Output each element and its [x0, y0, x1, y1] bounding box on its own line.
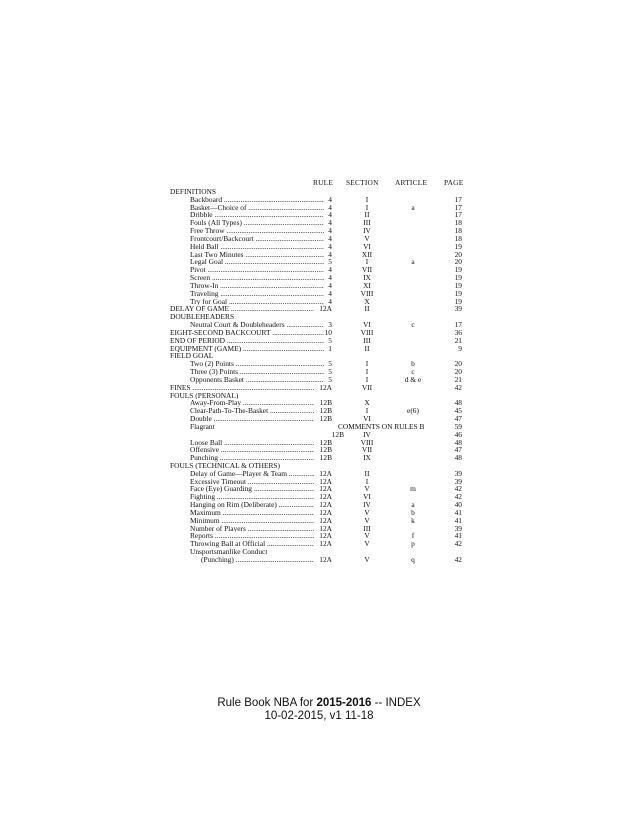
entry-label: Reports ..... [190, 532, 314, 540]
entry-page: 18 [454, 218, 462, 228]
index-row [0, 313, 638, 321]
entry-page: 19 [454, 280, 462, 290]
entry-section: II [364, 304, 370, 314]
entry-rule: 12A [319, 382, 332, 392]
entry-label: Minimum ..... [190, 517, 314, 525]
footer-line-1: Rule Book NBA for 2015-2016 -- INDEX [217, 697, 421, 709]
index-row [0, 211, 638, 219]
entry-rule: 5 [328, 374, 332, 384]
entry-page: 17 [454, 320, 462, 330]
entry-article: a [411, 257, 415, 267]
header-section: SECTION [346, 178, 379, 187]
entry-page: 42 [454, 382, 462, 392]
entry-page: 40 [454, 500, 462, 510]
entry-rule: 12A [319, 531, 332, 541]
entry-page: 19 [454, 273, 462, 283]
entry-section: VIII [360, 437, 374, 447]
entry-section: X [364, 296, 370, 306]
entry-label: Legal Goal ..... [190, 258, 324, 266]
entry-label: EQUIPMENT (GAME) ..... [170, 345, 324, 353]
entry-section: VI [363, 492, 371, 502]
entry-page: 20 [454, 249, 462, 259]
entry-rule: 12B [319, 398, 332, 408]
entry-label: Dribble ..... [190, 211, 324, 219]
entry-rule: 4 [328, 218, 332, 228]
entry-label: Backboard ..... [190, 196, 324, 204]
entry-label: Flagrant [190, 422, 215, 431]
entry-section: XI [363, 280, 371, 290]
entry-label: Opponents Basket ..... [190, 376, 324, 384]
entry-article: q [411, 554, 415, 564]
entry-section: V [364, 539, 370, 549]
entry-label: Loose Ball ..... [190, 439, 314, 447]
entry-page: 19 [454, 241, 462, 251]
entry-rule: 12B [319, 445, 332, 455]
entry-section: II [364, 343, 370, 353]
entry-page: 42 [454, 554, 462, 564]
entry-section: I [365, 194, 369, 204]
index-row [0, 337, 638, 345]
entry-section: VI [363, 414, 371, 424]
index-row [0, 266, 638, 274]
entry-rule: 12A [319, 484, 332, 494]
index-row [0, 274, 638, 282]
entry-label: Face (Eye) Guarding ..... [190, 485, 314, 493]
index-row [0, 204, 638, 212]
entry-page: 41 [454, 531, 462, 541]
index-row [0, 556, 638, 564]
entry-article: f [411, 531, 415, 541]
entry-article: b [411, 507, 415, 517]
entry-page: 17 [454, 194, 462, 204]
entry-rule: 4 [328, 280, 332, 290]
entry-rule: 4 [328, 226, 332, 236]
entry-section: VIII [360, 288, 374, 298]
entry-page: 39 [454, 523, 462, 533]
entry-label: FOULS (PERSONAL) [170, 391, 239, 400]
entry-label: Excessive Timeout ..... [190, 478, 314, 486]
entry-rule: 12A [319, 515, 332, 525]
entry-label: Double ..... [190, 415, 314, 423]
entry-section: IV [363, 500, 371, 510]
entry-label: Punching ..... [190, 454, 314, 462]
entry-rule: 12B [331, 429, 344, 439]
entry-page: 47 [454, 414, 462, 424]
entry-label: Screen ..... [190, 274, 324, 282]
index-row [0, 399, 638, 407]
entry-label: Held Ball ..... [190, 243, 324, 251]
entry-page: 48 [454, 453, 462, 463]
entry-article: m [410, 484, 416, 494]
entry-section: II [364, 210, 370, 220]
entry-page: 42 [454, 539, 462, 549]
entry-article: c [411, 367, 415, 377]
entry-label: DOUBLEHEADERS [170, 313, 235, 322]
entry-article: c [411, 320, 415, 330]
entry-section: VI [363, 320, 371, 330]
entry-section: IV [363, 226, 371, 236]
entry-rule: 12A [319, 492, 332, 502]
entry-article: a [411, 500, 415, 510]
entry-section: III [363, 335, 371, 345]
entry-section: IX [363, 273, 371, 283]
entry-page: 36 [454, 327, 462, 337]
entry-label: Fouls (All Types) ..... [190, 219, 324, 227]
entry-label: END OF PERIOD ..... [170, 337, 324, 345]
entry-label: Neutral Court & Doubleheaders ..... [190, 321, 324, 329]
index-row [0, 360, 638, 368]
entry-section: I [365, 367, 369, 377]
entry-section: I [365, 202, 369, 212]
index-row [0, 235, 638, 243]
index-row [0, 188, 638, 196]
entry-label: Pivot ..... [190, 266, 324, 274]
entry-rule: 12B [319, 453, 332, 463]
entry-label: Two (2) Points ..... [190, 360, 324, 368]
entry-rule: 4 [328, 273, 332, 283]
entry-rule: 12A [319, 507, 332, 517]
entry-section: X [364, 398, 370, 408]
entry-page: 19 [454, 265, 462, 275]
entry-label: Clear-Path-To-The-Basket ..... [190, 407, 314, 415]
entry-section: VII [361, 445, 373, 455]
entry-page: 17 [454, 210, 462, 220]
header-article: ARTICLE [395, 178, 428, 187]
index-row [0, 446, 638, 454]
entry-rule: 12A [319, 554, 332, 564]
entry-rule: 5 [328, 367, 332, 377]
entry-label: Away-From-Play ..... [190, 399, 314, 407]
entry-label: FIELD GOAL [170, 352, 214, 361]
index-row [0, 454, 638, 462]
entry-page: 47 [454, 445, 462, 455]
entry-label: Fighting ..... [190, 493, 314, 501]
entry-rule: 12A [319, 304, 332, 314]
footer-line-2: 10-02-2015, v1 11-18 [264, 710, 374, 722]
entry-rule: 12A [319, 539, 332, 549]
entry-rule: 4 [328, 210, 332, 220]
entry-rule: 12B [319, 406, 332, 416]
index-row [0, 368, 638, 376]
entry-page: 20 [454, 359, 462, 369]
entry-rule: 12A [319, 523, 332, 533]
entry-section: V [364, 554, 370, 564]
entry-page: 45 [454, 406, 462, 416]
index-row [0, 305, 638, 313]
entry-section: II [364, 468, 370, 478]
index-row [0, 384, 638, 392]
entry-label: Free Throw ..... [190, 227, 324, 235]
entry-rule: 1 [328, 343, 332, 353]
entry-rule: 12A [319, 468, 332, 478]
index-row [0, 290, 638, 298]
entry-page: 59 [454, 421, 462, 431]
entry-rule: 12B [319, 437, 332, 447]
entry-label: Frontcourt/Backcourt ..... [190, 235, 324, 243]
entry-page: 39 [454, 468, 462, 478]
entry-label: Hanging on Rim (Deliberate) ..... [190, 501, 314, 509]
entry-page: 19 [454, 296, 462, 306]
entry-section: V [364, 507, 370, 517]
entry-label: Three (3) Points ..... [190, 368, 324, 376]
index-row [0, 243, 638, 251]
header-rule: RULE [313, 178, 334, 187]
index-row [0, 345, 638, 353]
entry-page: 21 [454, 335, 462, 345]
entry-label: FOULS (TECHNICAL & OTHERS) [170, 461, 280, 470]
index-row [0, 352, 638, 360]
entry-page: 9 [458, 343, 462, 353]
entry-page: 42 [454, 484, 462, 494]
entry-rule: 4 [328, 233, 332, 243]
entry-rule: 5 [328, 335, 332, 345]
entry-article: p [411, 539, 415, 549]
entry-page: 17 [454, 202, 462, 212]
entry-section: VII [361, 382, 373, 392]
index-row [0, 407, 638, 415]
entry-rule: 10 [324, 327, 332, 337]
entry-section: III [363, 218, 371, 228]
entry-page: 41 [454, 515, 462, 525]
entry-article: a [411, 202, 415, 212]
entry-section: V [364, 515, 370, 525]
entry-rule: 4 [328, 194, 332, 204]
entry-page: 39 [454, 304, 462, 314]
entry-label: Throwing Ball at Official ..... [190, 540, 314, 548]
entry-section: V [364, 484, 370, 494]
entry-rule: 5 [328, 359, 332, 369]
header-page: PAGE [444, 178, 464, 187]
index-row [0, 439, 638, 447]
entry-label: DEFINITIONS [170, 188, 216, 196]
entry-rule: 12A [319, 476, 332, 486]
index-row [0, 415, 638, 423]
entry-section: V [364, 531, 370, 541]
entry-rule: 12A [319, 500, 332, 510]
entry-label: DELAY OF GAME ..... [170, 305, 314, 313]
index-row [0, 423, 638, 431]
index-row [0, 321, 638, 329]
entry-section: I [365, 406, 369, 416]
index-row [0, 392, 638, 400]
index-row [0, 251, 638, 259]
entry-page: 20 [454, 257, 462, 267]
entry-page: 21 [454, 374, 462, 384]
entry-label: Maximum ..... [190, 509, 314, 517]
entry-section: V [364, 233, 370, 243]
index-row [0, 540, 638, 548]
entry-label: Basket—Choice of ..... [190, 204, 324, 212]
entry-section: I [365, 476, 369, 486]
entry-rule: 4 [328, 265, 332, 275]
entry-label: Throw-In ..... [190, 282, 324, 290]
entry-page: 48 [454, 437, 462, 447]
index-row [0, 219, 638, 227]
entry-rule: 4 [328, 202, 332, 212]
entry-section: IX [363, 453, 371, 463]
entry-rule: 12B [319, 414, 332, 424]
entry-comment: COMMENTS ON RULES B [338, 421, 425, 431]
index-row [0, 329, 638, 337]
entry-rule: 5 [328, 257, 332, 267]
entry-section: VIII [360, 327, 374, 337]
entry-page: 20 [454, 367, 462, 377]
entry-label: Traveling ..... [190, 290, 324, 298]
entry-section: I [365, 374, 369, 384]
entry-label: Try for Goal ..... [190, 298, 324, 306]
entry-label: (Punching) ..... [201, 556, 314, 564]
entry-rule: 4 [328, 288, 332, 298]
entry-section: I [365, 257, 369, 267]
entry-label: Last Two Minutes ..... [190, 251, 324, 259]
entry-article: k [411, 515, 415, 525]
entry-section: III [363, 523, 371, 533]
index-row [0, 431, 638, 439]
entry-article: b [411, 359, 415, 369]
entry-page: 46 [454, 429, 462, 439]
index-row [0, 282, 638, 290]
entry-label: Offensive ..... [190, 446, 314, 454]
index-row [0, 196, 638, 204]
entry-page: 19 [454, 288, 462, 298]
entry-page: 48 [454, 398, 462, 408]
entry-section: VII [361, 265, 373, 275]
entry-rule: 4 [328, 249, 332, 259]
entry-article: e(6) [407, 406, 419, 416]
entry-rule: 3 [328, 320, 332, 330]
entry-label: FINES ..... [170, 384, 314, 392]
index-table [0, 188, 638, 564]
entry-section: IV [363, 429, 371, 439]
entry-label: Delay of Game—Player & Team ..... [190, 470, 314, 478]
entry-page: 39 [454, 476, 462, 486]
index-row [0, 258, 638, 266]
entry-rule: 4 [328, 296, 332, 306]
entry-section: VI [363, 241, 371, 251]
index-row [0, 227, 638, 235]
entry-section: XII [361, 249, 373, 259]
entry-page: 18 [454, 226, 462, 236]
entry-rule: 4 [328, 241, 332, 251]
entry-page: 41 [454, 507, 462, 517]
entry-label: EIGHT-SECOND BACKCOURT ..... [170, 329, 324, 337]
entry-section: I [365, 359, 369, 369]
entry-article: d & e [404, 374, 422, 384]
entry-label: Unsportsmanlike Conduct [190, 548, 268, 556]
entry-page: 42 [454, 492, 462, 502]
entry-label: Number of Players ..... [190, 525, 314, 533]
page-footer [0, 697, 638, 723]
entry-page: 18 [454, 233, 462, 243]
